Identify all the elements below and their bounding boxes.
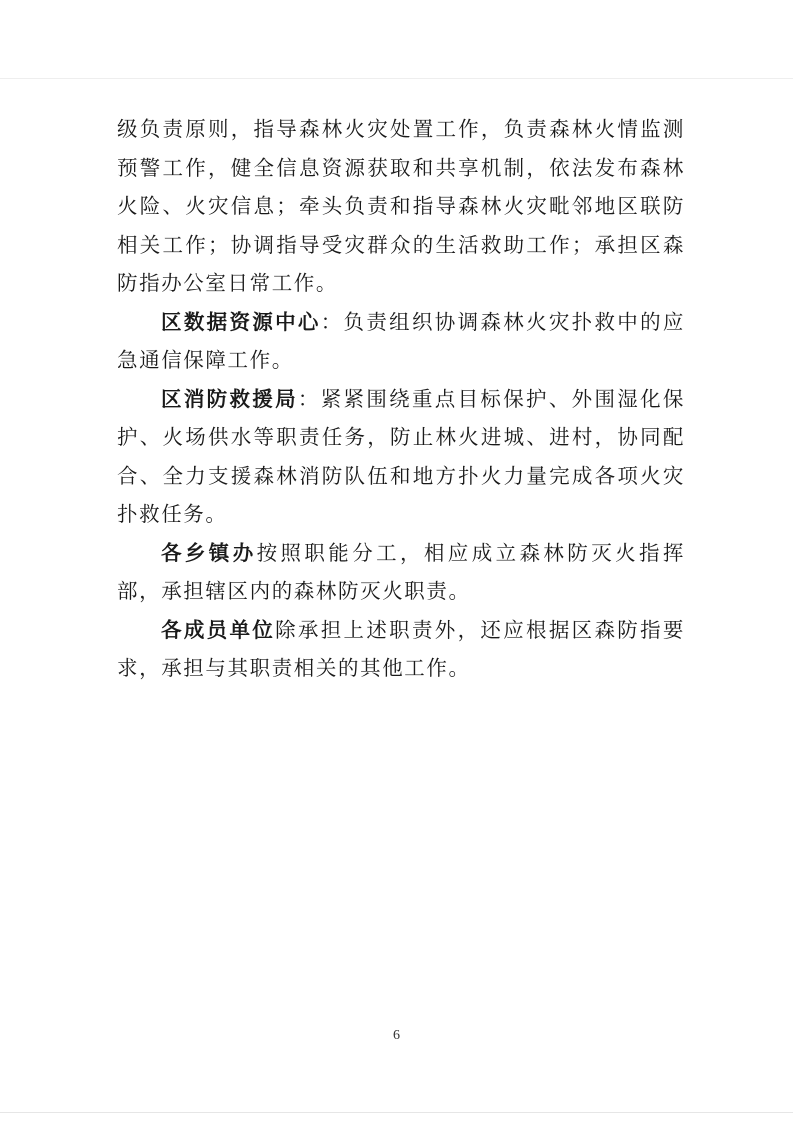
- paragraph-continuation: [117, 110, 685, 303]
- paragraph-text: 除承担上述职责外，还应根据区森防指要求，承担与其职责相关的其他工作。: [117, 617, 685, 680]
- page-bottom-edge: [0, 1112, 793, 1113]
- paragraph-member-units: [117, 611, 685, 688]
- paragraph-lead: 各乡镇办: [161, 540, 257, 565]
- paragraph-lead: 区消防救援局: [161, 386, 298, 411]
- paragraph-fire-rescue-bureau: [117, 380, 685, 534]
- paragraph-lead: 各成员单位: [161, 617, 276, 642]
- paragraph-data-resource-center: [117, 303, 685, 380]
- paragraph-text: ：紧紧围绕重点目标保护、外围湿化保护、火场供水等职责任务，防止林火进城、进村，协同配合、全力支援森林消防队伍和地方扑火力量完成各项火灾扑救任务。: [117, 386, 685, 526]
- paragraph-townships: [117, 534, 685, 611]
- page-top-edge: [0, 78, 793, 79]
- page-number: 6: [393, 1028, 400, 1043]
- paragraph-lead: 区数据资源中心: [161, 309, 321, 334]
- document-body: [117, 110, 685, 688]
- paragraph-text: ：负责组织协调森林火灾扑救中的应急通信保障工作。: [117, 309, 685, 372]
- paragraph-text: 按照职能分工，相应成立森林防灭火指挥部，承担辖区内的森林防灭火职责。: [117, 540, 685, 603]
- paragraph-text: 级负责原则，指导森林火灾处置工作，负责森林火情监测预警工作，健全信息资源获取和共享机制，依法发布森林火险、火灾信息；牵头负责和指导森林火灾毗邻地区联防相关工作；协调指导受灾群众的生活救助工作；承担区森防指办公室日常工作。: [117, 117, 685, 295]
